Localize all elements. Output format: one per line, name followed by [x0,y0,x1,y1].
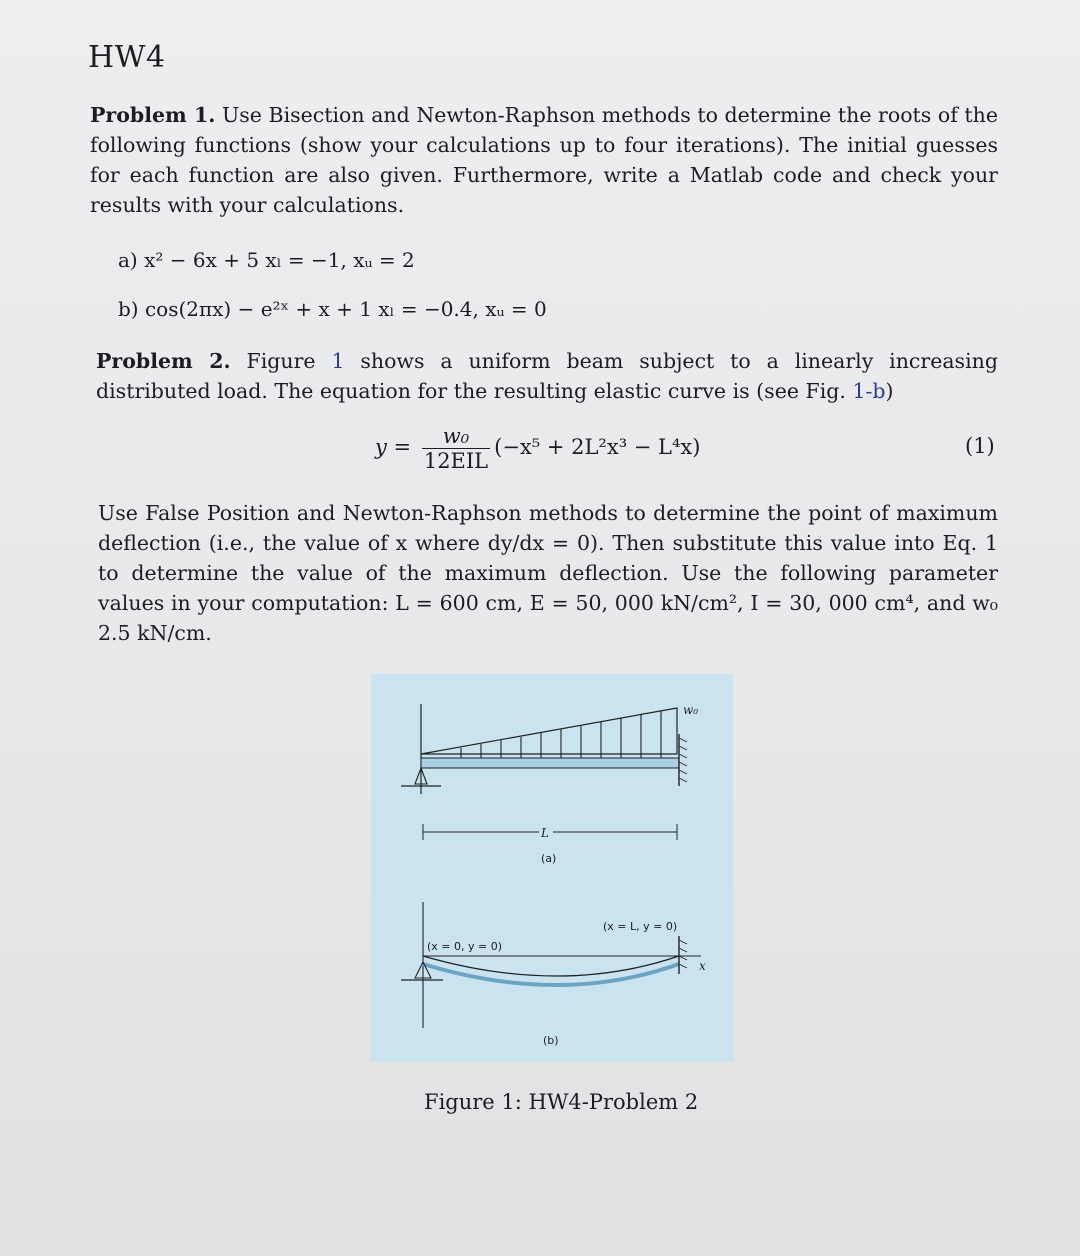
beam-figure [371,674,733,1062]
left-boundary-condition: (x = 0, y = 0) [427,940,503,953]
problem-1-item-b: b) cos(2πx) − e²ˣ + x + 1 xₗ = −0.4, xᵤ = 0 [118,297,547,321]
wall-hatch-b [679,940,687,968]
part-b-label: (b) [543,1034,559,1047]
problem-2-paragraph [96,346,998,406]
problem-2-instructions: Use False Position and Newton-Raphson methods to determine the point of maximum deflection (i.e., the value of x where dy/dx = 0). Then substitute this value into Eq. 1 to determine the value of the maximum deflection. Use the following parameter values in your computation: L = 600 cm, E = 50, 000 kN/cm², I = 30, 000 cm⁴, and w₀ 2.5 kN/cm. [98,501,998,645]
equation-number: (1) [965,434,995,458]
equation-rhs: (−x⁵ + 2L²x³ − L⁴x) [494,435,701,459]
figure-1b-reference-link[interactable]: 1-b [852,379,886,403]
equation-denominator: 12EIL [423,449,489,473]
problem-2-label: Problem 2. [96,349,231,373]
equation-fraction [422,424,490,473]
load-arrows [461,711,661,758]
problem-2-text-body: shows a uniform beam subject to a linearly increasing distributed load. The equation for the resulting elastic curve is (see Fig. [96,349,998,403]
length-label: L [541,826,549,840]
distributed-load-triangle [421,708,677,754]
problem-1-paragraph [90,100,998,220]
right-boundary-condition: (x = L, y = 0) [603,920,678,933]
part-a-label: (a) [541,852,557,865]
problem-1-text: Use Bisection and Newton-Raphson methods to determine the roots of the following functions (show your calculations up to four iterations). The initial guesses for each function are also given. Furthermore, write a Matlab code and check your results with your calculations. [90,103,998,217]
page-title: HW4 [88,40,166,75]
figure-part-b [401,902,706,1047]
problem-2-text-end: ) [885,379,894,403]
figure-caption: Figure 1: HW4-Problem 2 [424,1090,699,1114]
problem-1-label: Problem 1. [90,103,216,127]
beam-a [421,758,679,768]
problem-1-item-a: a) x² − 6x + 5 xₗ = −1, xᵤ = 2 [118,248,415,272]
wall-hatch-a [679,738,687,782]
beam-figure-svg [371,674,733,1062]
figure-part-a [401,703,698,865]
load-label: w₀ [683,703,699,717]
problem-2-text-start: Figure [246,349,316,373]
equation-numerator: w₀ [422,424,490,449]
x-axis-label: x [699,959,706,973]
figure-1-reference-link[interactable]: 1 [331,349,345,373]
equation-lhs: y = [375,435,412,459]
elastic-curve-equation [375,424,700,473]
